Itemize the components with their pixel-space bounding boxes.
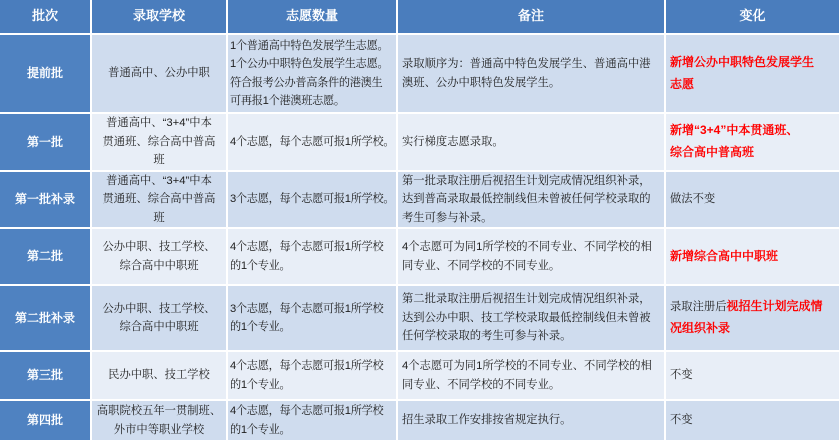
school-line: 普通高中、“3+4”中本 xyxy=(106,174,212,187)
change-highlight-text: 视招生计划完成情 xyxy=(726,299,823,313)
note-line: 考生可参与补录。 xyxy=(402,211,493,224)
batch-cell: 第一批 xyxy=(0,114,92,172)
quota-line: 3个志愿，每个志愿可报1所学校。 xyxy=(230,193,395,206)
note-line: 达到公办中职、技工学校录取最低控制线但未曾被 xyxy=(402,311,651,324)
change-line xyxy=(670,365,839,386)
change-cell xyxy=(666,401,839,442)
batch-cell: 提前批 xyxy=(0,35,92,114)
change-line xyxy=(670,246,839,268)
school-line: 外市中等职业学校 xyxy=(113,423,205,436)
change-text: 不变 xyxy=(670,414,693,426)
batch-cell: 第一批补录 xyxy=(0,172,92,229)
note-cell xyxy=(398,114,666,172)
table-row xyxy=(0,229,839,286)
quota-cell xyxy=(228,229,398,286)
table-row xyxy=(0,114,839,172)
quota-line: 的1个专业。 xyxy=(230,423,291,436)
change-cell xyxy=(666,35,839,114)
school-cell xyxy=(92,35,228,114)
school-line: 民办中职、技工学校 xyxy=(108,369,210,382)
quota-line: 的1个专业。 xyxy=(230,321,291,333)
school-cell xyxy=(92,229,228,286)
school-line: 高职院校五年一贯制班、 xyxy=(96,405,222,418)
note-cell xyxy=(398,286,666,352)
table-row xyxy=(0,352,839,401)
change-cell xyxy=(666,172,839,229)
note-line: 第一批录取注册后视招生计划完成情况组织补录， xyxy=(402,174,651,187)
note-line: 录取顺序为：普通高中特色发展学生、普通高中港 xyxy=(402,58,651,71)
school-cell xyxy=(92,401,228,442)
quota-line: 3个志愿，每个志愿可报1所学校 xyxy=(230,302,384,315)
change-highlight-text: 志愿 xyxy=(670,76,695,91)
note-line: 任何学校录取的考生可参与补录。 xyxy=(402,330,572,343)
change-highlight-text: 新增综合高中中职班 xyxy=(670,248,779,263)
quota-cell xyxy=(228,35,398,114)
batch-cell: 第四批 xyxy=(0,401,92,442)
school-cell xyxy=(92,114,228,172)
quota-line: 1个普通高中特色发展学生志愿。 xyxy=(230,39,389,52)
note-line: 实行梯度志愿录取。 xyxy=(402,135,504,148)
school-line: 综合高中中职班 xyxy=(119,259,199,272)
quota-line: 1个公办中职特色发展学生志愿。 xyxy=(230,58,389,71)
change-highlight-text: 况组织补录 xyxy=(670,321,731,335)
table-row xyxy=(0,35,839,114)
school-line: 公办中职、技工学校、 xyxy=(102,241,216,254)
change-text: 录取注册后 xyxy=(670,301,727,313)
note-line: 4个志愿可为同1所学校的不同专业、不同学校的相 xyxy=(402,360,652,373)
note-cell xyxy=(398,401,666,442)
school-line: 普通高中、公办中职 xyxy=(108,67,210,80)
change-line xyxy=(670,120,839,142)
note-cell xyxy=(398,352,666,401)
note-line: 澳班、公办中职特色发展学生。 xyxy=(402,76,561,89)
note-line: 4个志愿可为同1所学校的不同专业、不同学校的相 xyxy=(402,241,652,254)
quota-line: 4个志愿，每个志愿可报1所学校 xyxy=(230,405,384,418)
note-line: 达到普高录取最低控制线但未曾被任何学校录取的 xyxy=(402,193,651,206)
batch-cell: 第二批补录 xyxy=(0,286,92,352)
change-line xyxy=(670,189,839,210)
quota-cell xyxy=(228,286,398,352)
quota-cell xyxy=(228,114,398,172)
batch-cell: 第二批 xyxy=(0,229,92,286)
change-line xyxy=(670,410,839,431)
quota-line: 4个志愿，每个志愿可报1所学校 xyxy=(230,360,384,373)
school-line: 贯通班、综合高中普高 xyxy=(102,135,216,148)
change-line xyxy=(670,318,839,340)
change-line xyxy=(670,52,839,74)
school-line: 班 xyxy=(153,211,165,224)
quota-line: 4个志愿，每个志愿可报1所学校。 xyxy=(230,135,395,148)
school-line: 普通高中、“3+4”中本 xyxy=(106,117,212,130)
change-cell xyxy=(666,286,839,352)
note-cell xyxy=(398,35,666,114)
quota-line: 可再报1个港澳班志愿。 xyxy=(230,94,345,107)
table-row xyxy=(0,401,839,442)
quota-cell xyxy=(228,172,398,229)
note-line: 同专业、不同学校的不同专业。 xyxy=(402,378,561,391)
header-quota: 志愿数量 xyxy=(228,0,398,35)
change-line xyxy=(670,142,839,164)
change-text: 不变 xyxy=(670,369,693,381)
school-cell xyxy=(92,172,228,229)
quota-line: 的1个专业。 xyxy=(230,378,291,391)
batch-cell: 第三批 xyxy=(0,352,92,401)
change-line xyxy=(670,74,839,96)
table-row xyxy=(0,286,839,352)
header-row xyxy=(0,0,839,35)
school-line: 公办中职、技工学校、 xyxy=(102,302,216,315)
school-line: 班 xyxy=(153,154,165,167)
note-line: 招生录取工作安排按省规定执行。 xyxy=(402,414,572,427)
quota-line: 符合报考公办普高条件的港澳生 xyxy=(230,76,383,89)
change-cell xyxy=(666,352,839,401)
header-note: 备注 xyxy=(398,0,666,35)
note-line: 同专业、不同学校的不同专业。 xyxy=(402,259,561,272)
change-highlight-text: 新增公办中职特色发展学生 xyxy=(670,54,815,69)
change-cell xyxy=(666,114,839,172)
change-highlight-text: 综合高中普高班 xyxy=(670,145,755,159)
header-school: 录取学校 xyxy=(92,0,228,35)
change-highlight-text: 新增“3+4”中本贯通班、 xyxy=(670,123,799,137)
school-cell xyxy=(92,352,228,401)
header-change: 变化 xyxy=(666,0,839,35)
school-cell xyxy=(92,286,228,352)
quota-cell xyxy=(228,352,398,401)
note-cell xyxy=(398,172,666,229)
school-line: 综合高中中职班 xyxy=(119,321,199,333)
change-cell xyxy=(666,229,839,286)
table-row xyxy=(0,172,839,229)
quota-line: 的1个专业。 xyxy=(230,259,291,272)
quota-cell xyxy=(228,401,398,442)
change-line xyxy=(670,296,839,318)
change-text: 做法不变 xyxy=(670,193,716,205)
school-line: 贯通班、综合高中普高 xyxy=(102,193,216,206)
quota-line: 4个志愿，每个志愿可报1所学校 xyxy=(230,241,384,254)
header-batch: 批次 xyxy=(0,0,92,35)
note-line: 第二批录取注册后视招生计划完成情况组织补录， xyxy=(402,293,651,306)
note-cell xyxy=(398,229,666,286)
